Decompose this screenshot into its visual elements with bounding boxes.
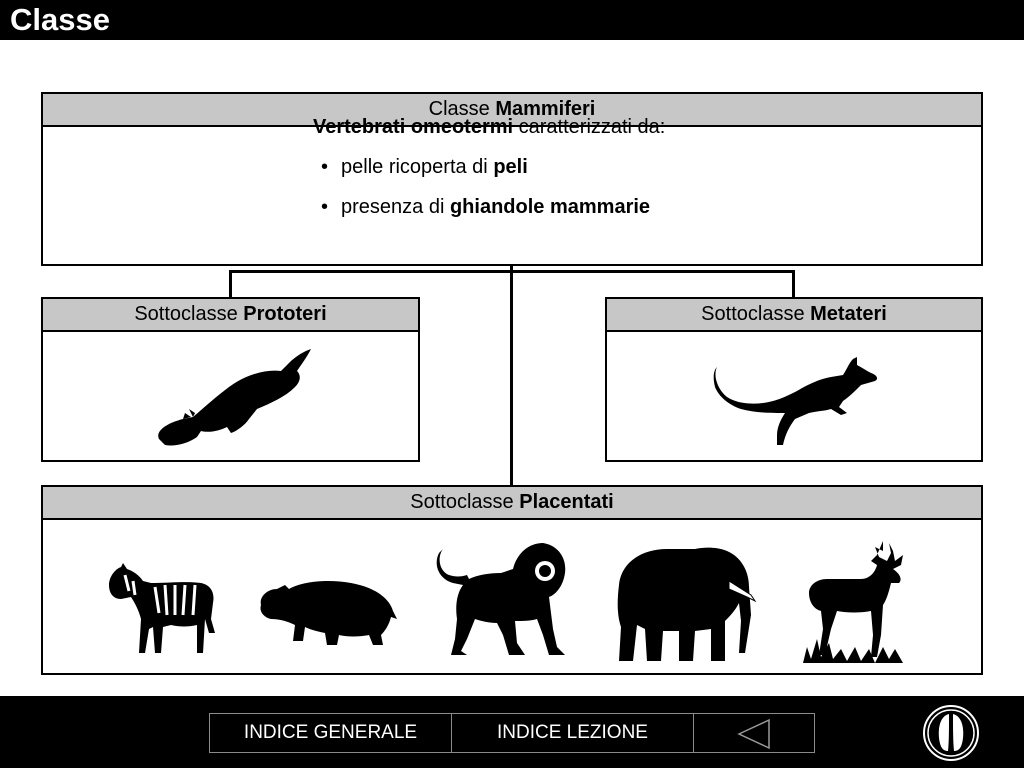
bullet-bold: ghiandole mammarie xyxy=(449,196,651,218)
bullet-item-ghiandole xyxy=(313,192,813,232)
prototeri-box xyxy=(41,297,420,462)
classe-name: Mammiferi xyxy=(495,98,596,120)
prototeri-prefix: Sottoclasse xyxy=(134,303,238,325)
bullet-bold: peli xyxy=(493,156,528,178)
bullet-item-peli xyxy=(313,152,813,192)
kangaroo-icon xyxy=(711,355,883,447)
zebra-icon xyxy=(105,563,217,659)
metateri-box xyxy=(605,297,983,462)
bullet-text: pelle ricoperta di xyxy=(341,156,494,178)
placentati-name: Placentati xyxy=(519,491,614,513)
page-title: Classe xyxy=(10,2,110,37)
bullet-dot: • xyxy=(321,196,329,218)
placentati-prefix: Sottoclasse xyxy=(410,491,514,513)
deer-icon xyxy=(799,539,911,667)
classe-prefix: Classe xyxy=(428,98,490,120)
hippo-icon xyxy=(255,575,399,647)
classe-box xyxy=(41,92,983,266)
nav-bar xyxy=(209,713,815,753)
connector-right xyxy=(792,270,795,298)
connector-left xyxy=(229,270,232,298)
connector-horizontal xyxy=(229,270,795,273)
hoofprint-logo-icon[interactable] xyxy=(922,704,980,762)
indice-generale-button[interactable]: INDICE GENERALE xyxy=(210,714,452,752)
connector-trunk xyxy=(510,264,513,486)
prototeri-header xyxy=(43,299,418,332)
classe-description xyxy=(313,112,813,232)
description-line xyxy=(313,112,813,152)
metateri-name: Metateri xyxy=(810,303,887,325)
placentati-box xyxy=(41,485,983,675)
bottom-bar xyxy=(0,696,1024,768)
bullet-dot: • xyxy=(321,156,329,178)
back-triangle-icon xyxy=(737,718,771,750)
description-bold: Vertebrati omeotermi xyxy=(313,116,514,138)
metateri-header xyxy=(607,299,981,332)
placentati-header xyxy=(43,487,981,520)
prototeri-name: Prototeri xyxy=(243,303,327,325)
platypus-icon xyxy=(153,347,313,453)
bullet-text: presenza di xyxy=(341,196,450,218)
elephant-icon xyxy=(611,545,757,665)
metateri-prefix: Sottoclasse xyxy=(701,303,805,325)
lion-icon xyxy=(433,539,569,659)
description-rest: caratterizzati da: xyxy=(513,116,666,138)
back-button[interactable] xyxy=(694,714,814,752)
indice-lezione-button[interactable]: INDICE LEZIONE xyxy=(452,714,694,752)
title-bar xyxy=(0,0,1024,40)
